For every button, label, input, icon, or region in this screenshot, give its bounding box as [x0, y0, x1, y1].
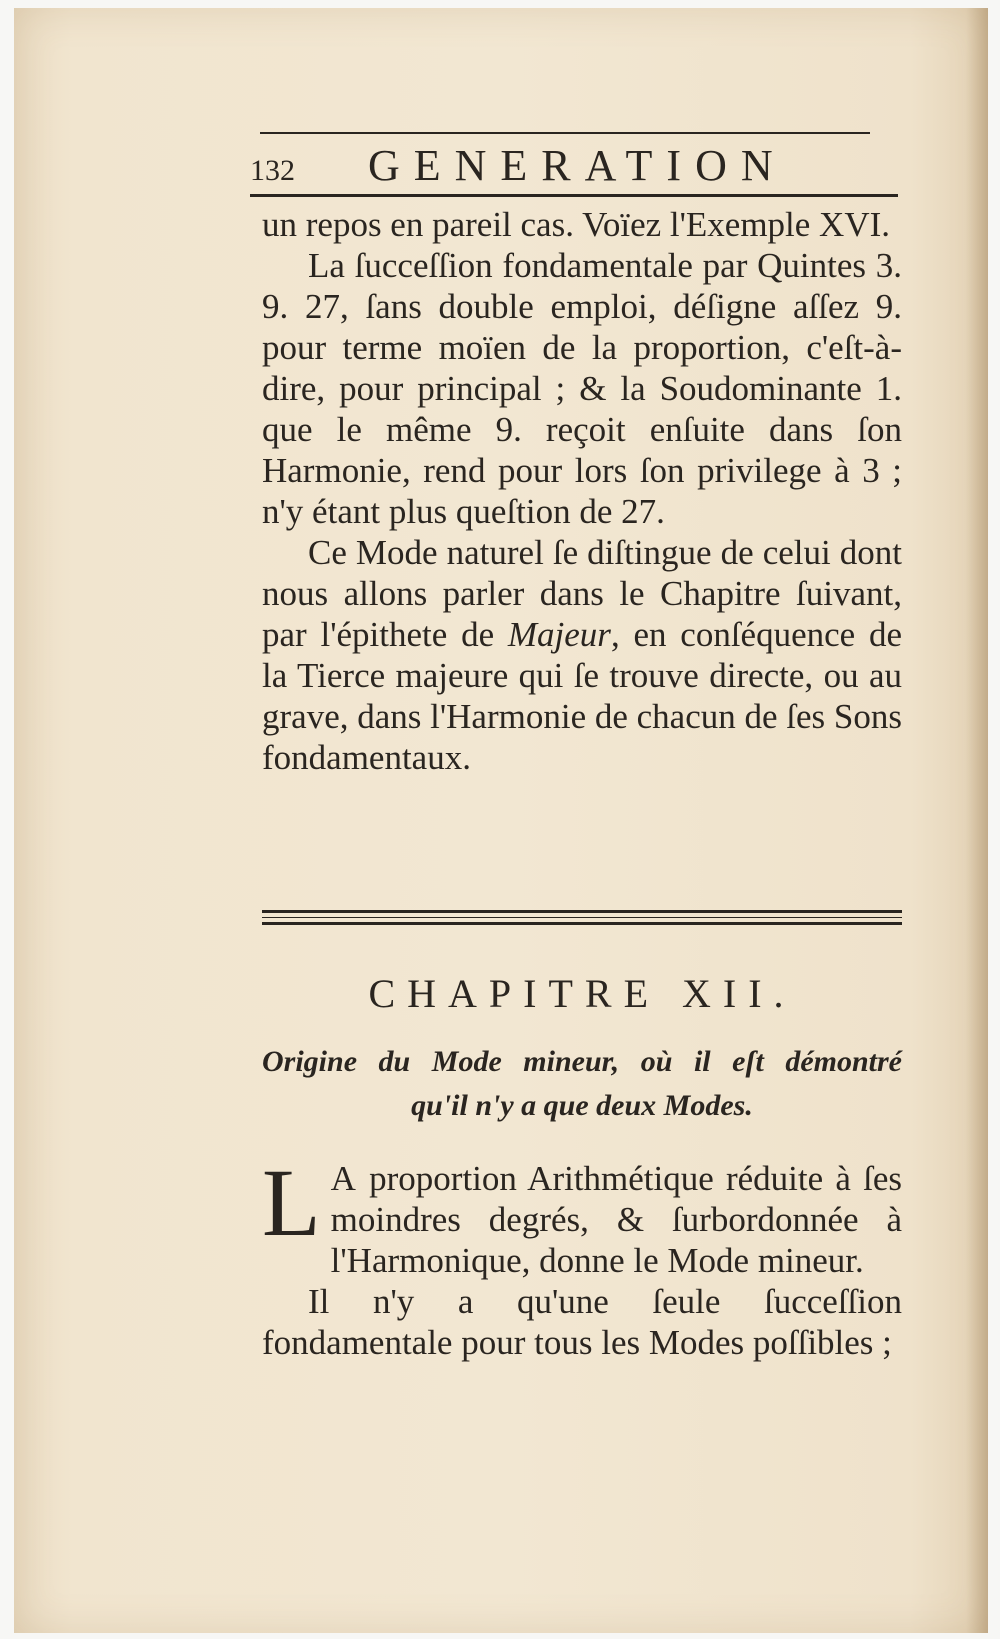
paragraph: La ſucceſſion fondamentale par Quintes 3. 9. 27, ſans double emploi, déſigne aſſez 9. pour terme moïen de la proportion, c'eſt-à-dire, pour principal ; & la Soudominante 1. que le même 9. reçoit enſuite dans ſon Harmonie, rend pour lors ſon privilege à 3 ; n'y étant plus queſtion de 27. — [262, 246, 902, 531]
text-block-1 — [262, 204, 902, 778]
subtitle-line-2: qu'il n'y a que deux Modes. — [411, 1089, 753, 1122]
paragraph: Il n'y a qu'une ſeule ſucceſſion fondamentale pour tous les Modes poſſibles ; — [262, 1282, 902, 1362]
page-spine-shadow — [966, 8, 988, 1633]
chapter-subtitle — [262, 1040, 902, 1128]
italic-term: Majeur — [507, 615, 611, 654]
small-caps-text: A — [330, 1159, 357, 1198]
chapter-heading: CHAPITRE XII. — [368, 971, 796, 1016]
drop-capital: L — [262, 1149, 321, 1256]
page-number: 132 — [250, 154, 295, 187]
paragraph: un repos en pareil cas. Voïez l'Exemple XVI. — [262, 205, 891, 244]
paragraph — [262, 532, 902, 778]
section-divider — [262, 910, 902, 925]
paragraph-text: Ce Mode naturel ſe diſtingue de celui dont nous allons parler dans le Chapitre ſuivant, par l'épithete de — [262, 533, 902, 654]
subtitle-line-1: Origine du Mode mineur, où il eſt démontré — [262, 1045, 902, 1078]
header-rule-top — [260, 132, 870, 134]
running-title: GENERATION — [368, 141, 787, 190]
header-rule-bottom — [250, 194, 898, 197]
paragraph-text: , en conſéquence de la Tierce majeure qui ſe trouve directe, ou au grave, dans l'Harmonie de chacun de ſes Sons fondamentaux. — [262, 615, 903, 777]
paragraph — [262, 1149, 902, 1281]
text-block-2 — [262, 1149, 902, 1363]
running-header — [250, 132, 898, 192]
paragraph-text: proportion Arithmétique réduite à ſes moindres degrés, & ſurbordonnée à l'Harmonique, donne le Mode mineur. — [330, 1159, 902, 1280]
